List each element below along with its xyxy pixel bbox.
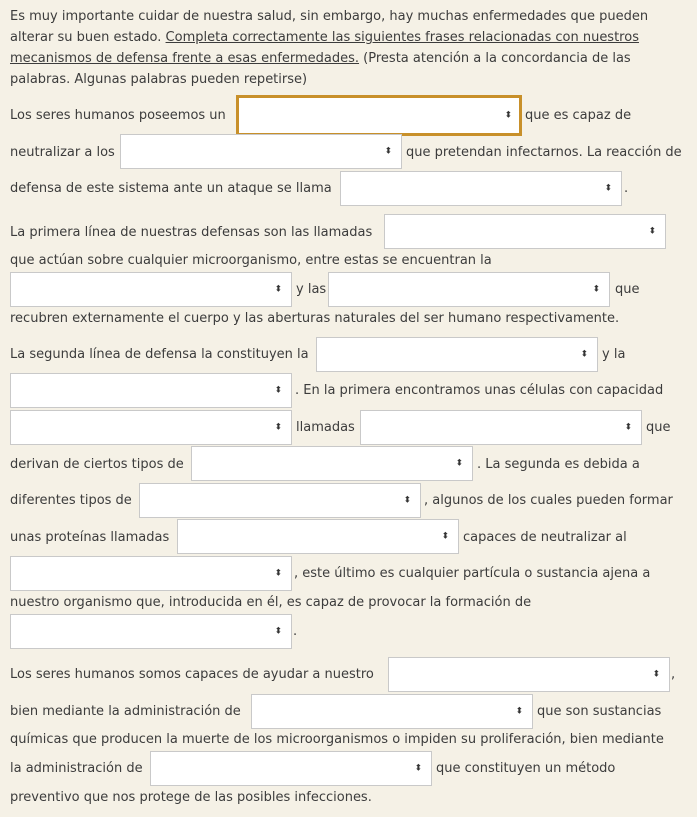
- instruction-underlined-2: mecanismos de defensa frente a esas enfermedades.: [10, 51, 360, 66]
- dropdown-13[interactable]: [177, 519, 459, 554]
- dropdown-arrow-icon: ⬍: [403, 495, 411, 505]
- text-17: derivan de ciertos tipos de: [10, 457, 184, 472]
- dropdown-arrow-icon: ⬍: [384, 146, 392, 156]
- intro-line-4: palabras. Algunas palabras pueden repetirse): [10, 72, 308, 87]
- dropdown-15[interactable]: [10, 614, 292, 649]
- dropdown-arrow-icon: ⬍: [624, 422, 632, 432]
- dropdown-12[interactable]: [139, 483, 421, 518]
- text-26: Los seres humanos somos capaces de ayudar a nuestro: [10, 667, 374, 682]
- text-6: .: [624, 181, 629, 196]
- intro-line-2-a: alterar su buen estado.: [10, 30, 166, 45]
- text-3: neutralizar a los: [10, 145, 115, 160]
- dropdown-9[interactable]: [10, 410, 292, 445]
- text-31: la administración de: [10, 761, 143, 776]
- text-21: unas proteínas llamadas: [10, 530, 170, 545]
- dropdown-arrow-icon: ⬍: [441, 531, 449, 541]
- intro-line-1: Es muy importante cuidar de nuestra salud, sin embargo, hay muchas enfermedades que pueden: [10, 9, 649, 24]
- text-33: preventivo que nos protege de las posibles infecciones.: [10, 790, 372, 805]
- text-7: La primera línea de nuestras defensas son las llamadas: [10, 225, 373, 240]
- text-13: y la: [602, 347, 626, 362]
- dropdown-7[interactable]: [316, 337, 598, 372]
- dropdown-10[interactable]: [360, 410, 642, 445]
- text-12: La segunda línea de defensa la constituyen la: [10, 347, 309, 362]
- dropdown-4[interactable]: [384, 214, 666, 249]
- text-25: .: [293, 624, 298, 639]
- intro-line-3-b: (Presta atención a la concordancia de las: [359, 51, 631, 66]
- text-28: bien mediante la administración de: [10, 704, 241, 719]
- dropdown-arrow-icon: ⬍: [504, 110, 512, 120]
- dropdown-17[interactable]: [251, 694, 533, 729]
- text-10: que: [615, 282, 640, 297]
- dropdown-16[interactable]: [388, 657, 670, 692]
- text-32: que constituyen un método: [436, 761, 616, 776]
- dropdown-3[interactable]: [340, 171, 622, 206]
- text-14: . En la primera encontramos unas células con capacidad: [295, 383, 664, 398]
- text-23: , este último es cualquier partícula o sustancia ajena a: [294, 566, 651, 581]
- text-18: . La segunda es debida a: [477, 457, 640, 472]
- dropdown-arrow-icon: ⬍: [274, 422, 282, 432]
- dropdown-arrow-icon: ⬍: [455, 458, 463, 468]
- text-27: ,: [671, 667, 676, 682]
- text-2: que es capaz de: [525, 108, 632, 123]
- text-5: defensa de este sistema ante un ataque se llama: [10, 181, 332, 196]
- dropdown-arrow-icon: ⬍: [652, 669, 660, 679]
- intro-line-3: [10, 51, 631, 67]
- dropdown-8[interactable]: [10, 373, 292, 408]
- dropdown-arrow-icon: ⬍: [515, 706, 523, 716]
- text-20: , algunos de los cuales pueden formar: [424, 493, 673, 508]
- instruction-underlined-1: Completa correctamente las siguientes frases relacionadas con nuestros: [165, 30, 639, 45]
- dropdown-arrow-icon: ⬍: [274, 385, 282, 395]
- text-1: Los seres humanos poseemos un: [10, 108, 226, 123]
- text-19: diferentes tipos de: [10, 493, 132, 508]
- dropdown-5[interactable]: [10, 272, 292, 307]
- text-11: recubren externamente el cuerpo y las aberturas naturales del ser humano respectivamente.: [10, 311, 620, 326]
- dropdown-arrow-icon: ⬍: [274, 284, 282, 294]
- dropdown-arrow-icon: ⬍: [648, 226, 656, 236]
- text-8: que actúan sobre cualquier microorganismo, entre estas se encuentran la: [10, 253, 492, 268]
- text-9: y las: [296, 282, 327, 297]
- dropdown-2[interactable]: [120, 134, 402, 169]
- dropdown-arrow-icon: ⬍: [604, 183, 612, 193]
- dropdown-arrow-icon: ⬍: [274, 568, 282, 578]
- text-24: nuestro organismo que, introducida en él, es capaz de provocar la formación de: [10, 595, 532, 610]
- dropdown-6[interactable]: [328, 272, 610, 307]
- text-22: capaces de neutralizar al: [463, 530, 627, 545]
- dropdown-14[interactable]: [10, 556, 292, 591]
- dropdown-18[interactable]: [150, 751, 432, 786]
- text-16: que: [646, 420, 671, 435]
- intro-line-2: [10, 30, 639, 46]
- dropdown-arrow-icon: ⬍: [414, 763, 422, 773]
- dropdown-1[interactable]: [236, 95, 522, 136]
- text-15: llamadas: [296, 420, 355, 435]
- dropdown-arrow-icon: ⬍: [580, 349, 588, 359]
- dropdown-arrow-icon: ⬍: [592, 284, 600, 294]
- text-29: que son sustancias: [537, 704, 662, 719]
- dropdown-arrow-icon: ⬍: [274, 626, 282, 636]
- text-30: químicas que producen la muerte de los microorganismos o impiden su proliferación, bien mediante: [10, 732, 664, 747]
- dropdown-11[interactable]: [191, 446, 473, 481]
- text-4: que pretendan infectarnos. La reacción de: [406, 145, 682, 160]
